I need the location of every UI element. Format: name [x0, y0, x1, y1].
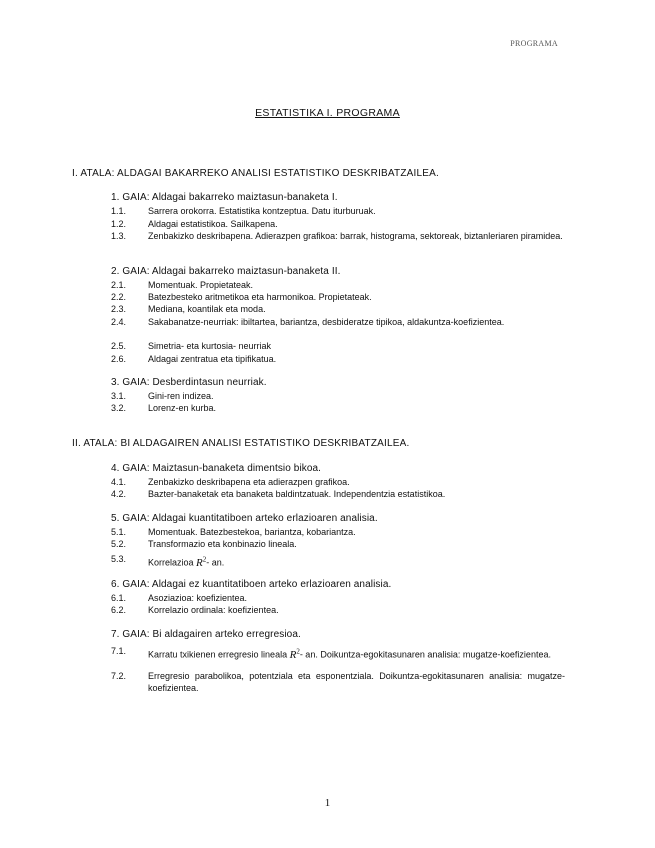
item-text: Karratu txikienen erregresio lineala $R^2-$ an. Doikuntza-egokitasunaren analisia: mugatze-koefizientea. — [148, 647, 551, 661]
list-item — [111, 402, 565, 414]
section-heading-1: I. ATALA: ALDAGAI BAKARREKO ANALISI ESTATISTIKO DESKRIBATZAILEA. — [72, 168, 439, 179]
item-number: 5.3. — [111, 554, 127, 564]
item-number: 2.2. — [111, 292, 127, 302]
list-item — [111, 230, 565, 242]
document-title: ESTATISTIKA I. PROGRAMA — [255, 107, 400, 119]
item-text: Lorenz-en kurba. — [148, 403, 217, 413]
item-text: Zenbakizko deskribapena. Adierazpen grafikoa: barrak, histograma, sektoreak, biztanleriaren piramidea. — [148, 231, 563, 241]
item-number: 6.1. — [111, 593, 127, 603]
item-number: 5.1. — [111, 527, 127, 537]
item-text: Momentuak. Propietateak. — [148, 280, 254, 290]
list-item — [111, 488, 565, 500]
list-item — [111, 553, 565, 569]
list-item — [111, 476, 565, 488]
item-number: 3.2. — [111, 403, 127, 413]
item-number: 7.1. — [111, 646, 127, 656]
list-item — [111, 390, 565, 402]
item-text: Korrelazio ordinala: koefizientea. — [148, 605, 279, 615]
item-number: 4.2. — [111, 489, 127, 499]
item-text: Aldagai zentratua eta tipifikatua. — [148, 354, 277, 364]
gaia-heading-4: 4. GAIA: Maiztasun-banaketa dimentsio bikoa. — [111, 463, 322, 474]
gaia-heading-1: 1. GAIA: Aldagai bakarreko maiztasun-banaketa I. — [111, 192, 338, 203]
list-item — [111, 205, 565, 217]
list-item — [111, 316, 565, 328]
item-text: Sarrera orokorra. Estatistika kontzeptua. Datu iturburuak. — [148, 206, 376, 216]
section-heading-2: II. ATALA: BI ALDAGAIREN ANALISI ESTATISTIKO DESKRIBATZAILEA. — [72, 438, 410, 449]
item-number: 2.6. — [111, 354, 127, 364]
item-number: 1.3. — [111, 231, 127, 241]
list-item — [111, 526, 565, 538]
list-item — [111, 340, 565, 352]
item-text: Gini-ren indizea. — [148, 391, 214, 401]
item-number: 1.2. — [111, 219, 127, 229]
r-squared-symbol: $R^2$ — [289, 647, 300, 661]
list-item — [111, 353, 565, 365]
gaia-heading-3: 3. GAIA: Desberdintasun neurriak. — [111, 377, 267, 388]
item-text: Aldagai estatistikoa. Sailkapena. — [148, 219, 278, 229]
list-item — [111, 645, 565, 661]
list-item — [111, 538, 565, 550]
r-squared-symbol: $R^2$ — [196, 555, 207, 569]
gaia-heading-5: 5. GAIA: Aldagai kuantitatiboen arteko erlazioaren analisia. — [111, 513, 378, 524]
item-number: 6.2. — [111, 605, 127, 615]
list-item — [111, 218, 565, 230]
item-number: 5.2. — [111, 539, 127, 549]
item-text: Korrelazioa $R^2-$ an. — [148, 555, 225, 569]
item-text: Erregresio parabolikoa, potentziala eta esponentziala. Doikuntza-egokitasunaren analisia: mugatze-koefizientea. — [148, 671, 565, 693]
gaia-heading-6: 6. GAIA: Aldagai ez kuantitatiboen arteko erlazioaren analisia. — [111, 579, 392, 590]
list-item — [111, 303, 565, 315]
list-item — [111, 279, 565, 291]
item-text: Mediana, koantilak eta moda. — [148, 304, 266, 314]
page-number: 1 — [324, 797, 331, 809]
item-text: Transformazio eta konbinazio lineala. — [148, 539, 297, 549]
item-text: Zenbakizko deskribapena eta adierazpen grafikoa. — [148, 477, 350, 487]
item-number: 4.1. — [111, 477, 127, 487]
gaia-heading-7: 7. GAIA: Bi aldagairen arteko erregresioa. — [111, 629, 301, 640]
list-item — [111, 670, 565, 694]
item-text: Simetria- eta kurtosia- neurriak — [148, 341, 272, 351]
running-header: PROGRAMA — [510, 39, 558, 48]
item-text: Batezbesteko aritmetikoa eta harmonikoa. Propietateak. — [148, 292, 372, 302]
item-number: 2.4. — [111, 317, 127, 327]
item-text: Sakabanatze-neurriak: ibiltartea, bariantza, desbideratze tipikoa, aldakuntza-koefizientea. — [148, 317, 505, 327]
list-item — [111, 604, 565, 616]
list-item — [111, 592, 565, 604]
item-number: 7.2. — [111, 671, 127, 681]
gaia-heading-2: 2. GAIA: Aldagai bakarreko maiztasun-banaketa II. — [111, 266, 341, 277]
item-number: 2.1. — [111, 280, 127, 290]
list-item — [111, 291, 565, 303]
item-text: Asoziazioa: koefizientea. — [148, 593, 248, 603]
item-text: Bazter-banaketak eta banaketa baldintzatuak. Independentzia estatistikoa. — [148, 489, 446, 499]
item-number: 1.1. — [111, 206, 127, 216]
item-text: Momentuak. Batezbestekoa, bariantza, kobariantza. — [148, 527, 356, 537]
item-number: 2.3. — [111, 304, 127, 314]
item-number: 2.5. — [111, 341, 127, 351]
item-number: 3.1. — [111, 391, 127, 401]
